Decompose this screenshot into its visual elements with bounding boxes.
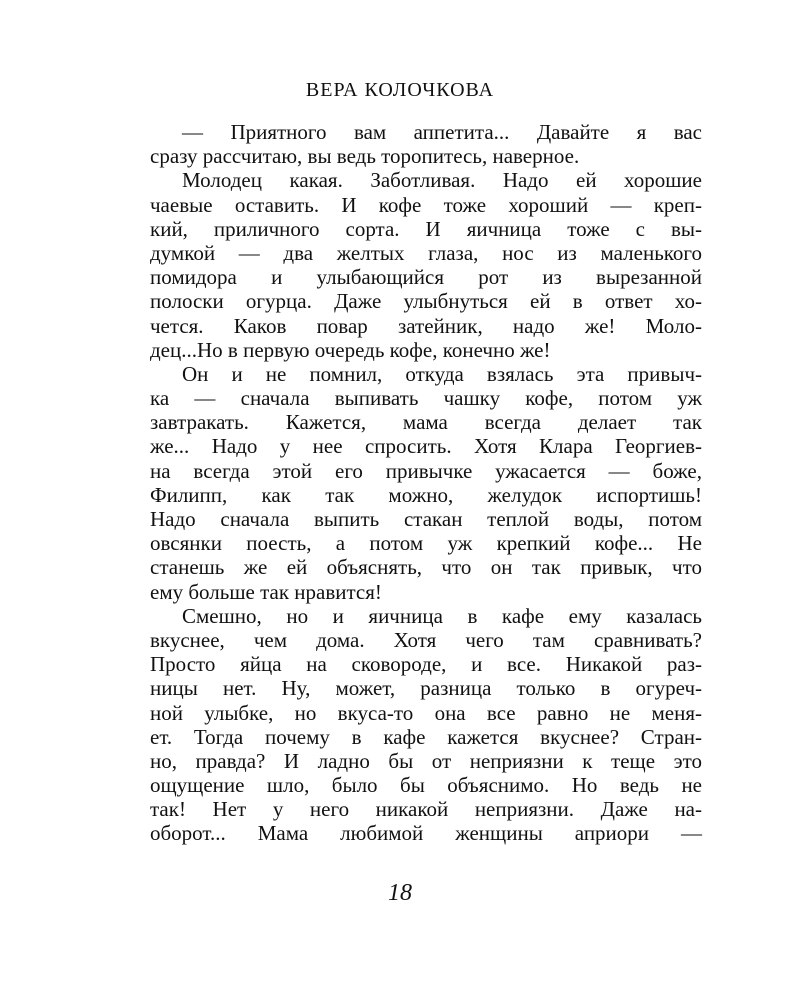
text-line: помидора и улыбающийся рот из вырезанной [150, 265, 702, 290]
text-line: Смешно, но и яичница в кафе ему казалась [182, 603, 702, 628]
text-line: думкой — два желтых глаза, нос из маленького [150, 240, 702, 265]
text-line: ной улыбке, но вкуса-то она все равно не меня- [150, 700, 702, 725]
text-line: Просто яйца на сковороде, и все. Никакой раз- [150, 652, 702, 677]
text-line: — Приятного вам аппетита... Давайте я вас [182, 120, 702, 144]
body-text [150, 120, 702, 846]
text-line: ка — сначала выпивать чашку кофе, потом уж [150, 386, 702, 411]
text-line: станешь же ей объяснять, что он так привык, что [150, 555, 702, 580]
text-line: полоски огурца. Даже улыбнуться ей в ответ хо- [150, 289, 702, 314]
text-line: ощущение шло, было бы объяснимо. Но ведь не [150, 773, 702, 798]
text-line: же... Надо у нее спросить. Хотя Клара Георгиев- [150, 434, 702, 459]
text-line: ему больше так нравится! [150, 579, 382, 604]
text-line: Он и не помнил, откуда взялась эта привыч- [182, 361, 702, 386]
running-head: ВЕРА КОЛОЧКОВА [305, 79, 495, 101]
text-line: кий, приличного сорта. И яичница тоже с вы- [150, 216, 702, 241]
text-line: Молодец какая. Заботливая. Надо ей хорошие [182, 168, 702, 193]
text-line: но, правда? И ладно бы от неприязни к теще это [150, 748, 702, 773]
text-line: оборот... Мама любимой женщины априори — [150, 821, 702, 846]
text-line: Филипп, как так можно, желудок испортишь! [150, 482, 702, 507]
text-line: чаевые оставить. И кофе тоже хороший — креп- [150, 192, 702, 217]
text-line: ет. Тогда почему в кафе кажется вкуснее? Стран- [150, 724, 702, 749]
text-line: вкуснее, чем дома. Хотя чего там сравнивать? [150, 627, 702, 652]
text-line: сразу рассчитаю, вы ведь торопитесь, наверное. [150, 144, 580, 169]
text-line: Надо сначала выпить стакан теплой воды, потом [150, 507, 702, 531]
text-line: дец...Но в первую очередь кофе, конечно же! [150, 337, 551, 362]
text-line: завтракать. Кажется, мама всегда делает так [150, 410, 702, 435]
page-number: 18 [388, 880, 412, 906]
text-line: так! Нет у него никакой неприязни. Даже на- [150, 797, 702, 822]
text-line: овсянки поесть, а потом уж крепкий кофе... Не [150, 531, 702, 556]
text-line: ницы нет. Ну, может, разница только в огуреч- [150, 676, 702, 701]
text-line: чется. Каков повар затейник, надо же! Моло- [150, 313, 702, 338]
text-line: на всегда этой его привычке ужасается — боже, [150, 458, 702, 483]
